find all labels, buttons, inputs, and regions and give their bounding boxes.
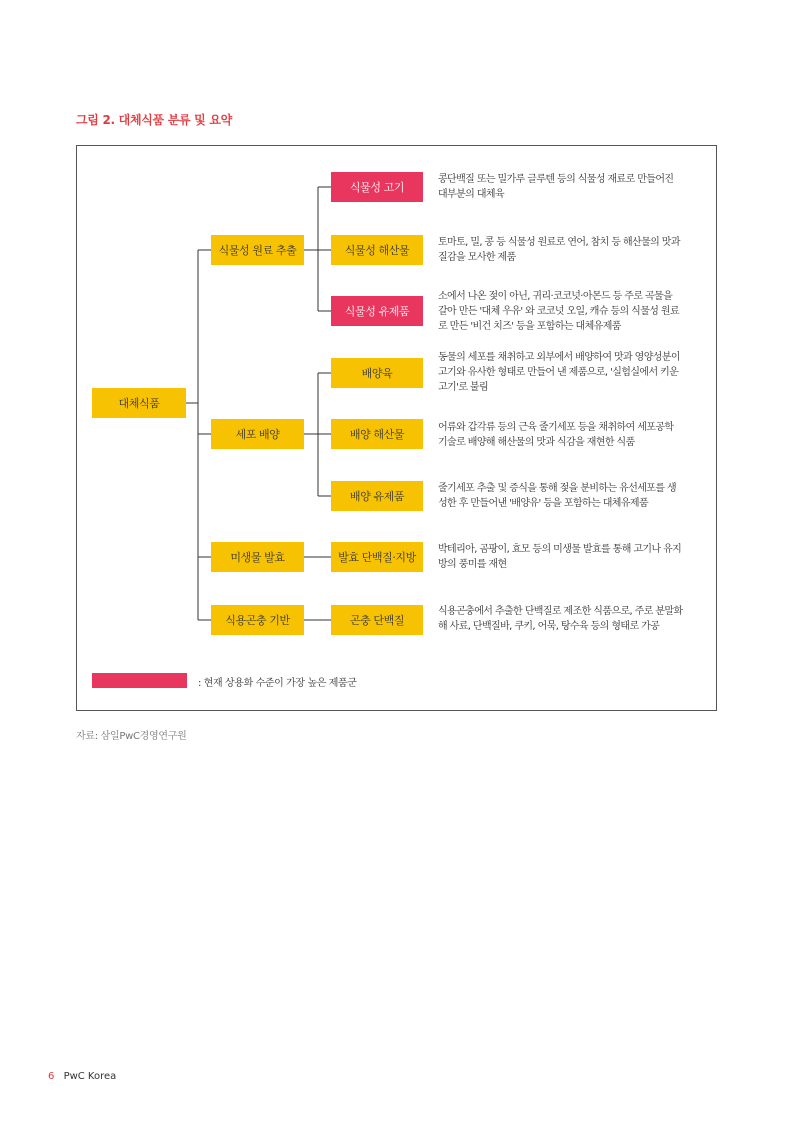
item-cultured-seafood: 배양 해산물	[331, 419, 423, 449]
desc-line: 줄기세포 추출 및 증식을 통해 젖을 분비하는 유선세포를 생	[438, 483, 677, 494]
desc-line: 어류와 갑각류 등의 근육 줄기세포 등을 채취하여 세포공학	[438, 422, 674, 433]
desc-line: 해 사료, 단백질바, 쿠키, 어묵, 탕수육 등의 형태로 가공	[438, 621, 660, 632]
desc-line: 질감을 모사한 제품	[438, 252, 516, 263]
item-fermented-protein-fat: 발효 단백질·지방	[331, 542, 423, 572]
item-cultured-meat: 배양육	[331, 358, 423, 388]
page-number: 6	[48, 1071, 55, 1082]
desc-line: 방의 풍미를 재현	[438, 559, 507, 570]
legend-text: : 현재 상용화 수준이 가장 높은 제품군	[198, 678, 357, 689]
desc-line: 토마토, 밀, 콩 등 식물성 원료로 연어, 참치 등 해산물의 맛과	[438, 237, 680, 248]
desc-plant-meat	[438, 172, 704, 202]
desc-insect-protein	[438, 604, 704, 634]
desc-line: 성한 후 만들어낸 '배양유' 등을 포함하는 대체유제품	[438, 498, 649, 509]
item-cultured-dairy: 배양 유제품	[331, 481, 423, 511]
desc-line: 로 만든 '비건 치즈' 등을 포함하는 대체유제품	[438, 321, 621, 332]
item-plant-dairy: 식물성 유제품	[331, 296, 423, 326]
category-microbial-fermentation: 미생물 발효	[211, 542, 304, 572]
desc-cultured-meat	[438, 350, 704, 395]
category-cell-culture: 세포 배양	[211, 419, 304, 449]
footer-brand: PwC Korea	[63, 1071, 117, 1082]
item-insect-protein: 곤충 단백질	[331, 605, 423, 635]
category-edible-insect: 식용곤충 기반	[211, 605, 304, 635]
page-footer	[48, 1071, 116, 1082]
desc-line: 갈아 만든 '대체 우유' 와 코코넛 오일, 캐슈 등의 식물성 원료	[438, 306, 680, 317]
desc-line: 콩단백질 또는 밀가루 글루텐 등의 식물성 재료로 만들어진	[438, 174, 674, 185]
desc-line: 동물의 세포를 채취하고 외부에서 배양하여 맛과 영양성분이	[438, 352, 680, 363]
source-note: 자료: 삼일PwC경영연구원	[76, 731, 187, 742]
desc-cultured-seafood	[438, 420, 704, 450]
desc-line: 고기'로 불림	[438, 382, 489, 393]
legend-swatch	[92, 673, 187, 688]
desc-plant-dairy	[438, 289, 704, 334]
desc-cultured-dairy	[438, 481, 704, 511]
desc-line: 고기와 유사한 형태로 만들어 낸 제품으로, '실험실에서 키운	[438, 367, 679, 378]
desc-line: 식용곤충에서 추출한 단백질로 제조한 식품으로, 주로 분말화	[438, 606, 683, 617]
desc-plant-seafood	[438, 235, 704, 265]
item-plant-seafood: 식물성 해산물	[331, 235, 423, 265]
desc-fermented-protein-fat	[438, 542, 704, 572]
desc-line: 소에서 나온 젖이 아닌, 귀리·코코넛·아몬드 등 주로 곡물을	[438, 291, 673, 302]
item-plant-meat: 식물성 고기	[331, 172, 423, 202]
figure-title: 그림 2. 대체식품 분류 및 요약	[76, 113, 232, 127]
desc-line: 박테리아, 곰팡이, 효모 등의 미생물 발효를 통해 고기나 유지	[438, 544, 682, 555]
root-node: 대체식품	[92, 388, 186, 418]
desc-line: 대부분의 대체육	[438, 189, 504, 200]
desc-line: 기술로 배양해 해산물의 맛과 식감을 재현한 식품	[438, 437, 635, 448]
category-plant-extraction: 식물성 원료 추출	[211, 235, 304, 265]
